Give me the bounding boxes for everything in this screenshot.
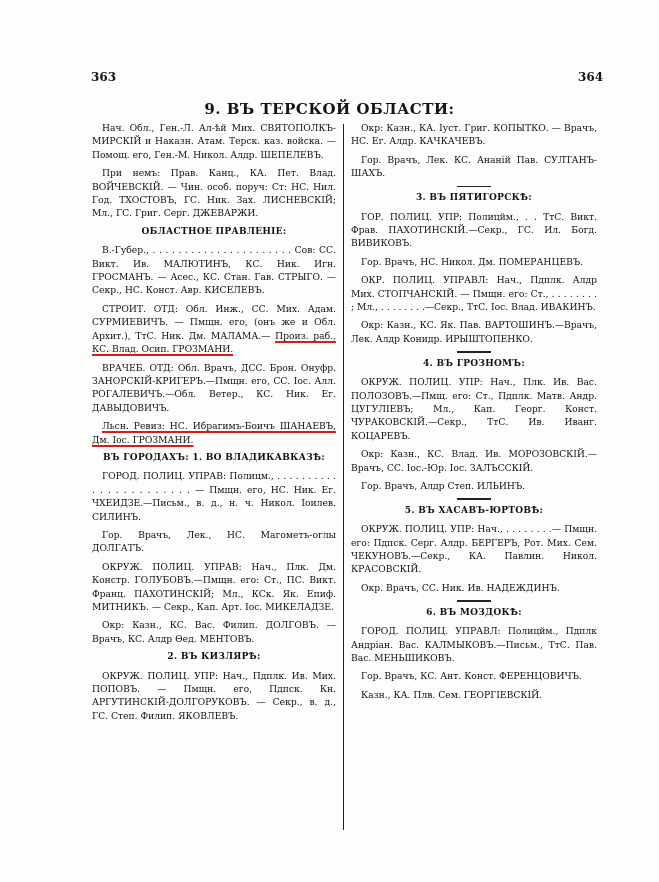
highlighted-forest-auditor: Льсн. Ревиз: НС. Ибрагимъ-Боичъ ШАНАЕВЪ, Дм. Іос. ГРОЗМАНИ. xyxy=(92,421,336,446)
entry-pyatigorsk-doctor: Гор. Врачъ, НС. Никол. Дм. ПОМЕРАНЦЕВЪ. xyxy=(361,256,584,268)
entry-khasavyurt-police: ОКРУЖ. ПОЛИЦ. УПР: Нач., . . . . . . . .— Пмщн. его: Пдпск. Серг. Алдр. БЕРГЕРЪ, Рот. Мих. Сем. ЧЕКУНОВЪ.—Секр., КА. Павлин. Никол. КРАСОВСКІЙ. xyxy=(351,524,597,576)
entry-pyatigorsk-police: ГОР. ПОЛИЦ. УПР: Полицйм., . . ТтС. Викт. Фрав. ПАХОТИНСКІЙ.—Секр., ГС. Ил. Богд. ВИВИКОВЪ. xyxy=(351,211,597,250)
entry-grozny-police: ОКРУЖ. ПОЛИЦ. УПР: Нач., Плк. Ив. Вас. ПОЛОЗОВЪ.—Пмщ. его: Ст., Пдплк. Матв. Андр. ЦУГУЛІЕВЪ; Мл., Кап. Георг. Конст. ЧУРАКОВСКІЙ.—Секр., ТтС. Ив. Иванг. КОЦАРЕВЪ. xyxy=(351,377,597,442)
entry-grozny-treasury: Окр: Казн., КС. Влад. Ив. МОРОЗОВСКІЙ.—Врачъ, СС. Іос.-Юр. Іос. ЗАЛЪССКІЙ. xyxy=(351,449,597,474)
heading-khasavyurt: 5. ВЪ ХАСАВЪ-ЮРТОВѢ: xyxy=(404,505,544,516)
highlighted-works-producer: Произ. раб., КС. Влад. Осип. ГРОЗМАНИ. xyxy=(92,330,336,356)
entry-city-doctor: Гор. Врачъ, Лек., НС. Магометъ-оглы ДОЛГАТЪ. xyxy=(92,529,336,555)
section-rule xyxy=(457,186,491,188)
column-divider xyxy=(343,124,344,830)
heading-kizlyar: 2. ВЪ КИЗЛЯРѢ: xyxy=(167,652,261,663)
heading-grozny: 4. ВЪ ГРОЗНОМЪ: xyxy=(423,358,525,369)
heading-regional-board: ОБЛАСТНОЕ ПРАВЛЕНІЕ: xyxy=(141,226,287,237)
section-rule xyxy=(457,498,491,500)
entry-chancellery: При немъ: Прав. Канц., КА. Пет. Влад. ВОЙЧЕВСКІЙ. — Чин. особ. поруч: Ст: НС. Нил. Год. ТХОСТОВЪ, ГС. Ник. Зах. ЛИСНЕВСКІЙ; Мл., ГС. Григ. Серг. ДЖЕВАРЖИ. xyxy=(92,168,336,220)
entry-pyatigorsk-district: ОКР. ПОЛИЦ. УПРАВЛ: Нач., Пдплк. Алдр Мих. СТОПЧАНСКІЙ. — Пмщн. его: Ст., . . . . . . . . ; Мл., . . . . . . . .—Секр., ТтС. Іос. Влад. ИВАКИНЪ. xyxy=(351,275,597,313)
page-number-right: 364 xyxy=(578,70,604,84)
entry-city-police: ГОРОД. ПОЛИЦ. УПРАВ: Полицм., . . . . . . . . . . . . . . . . . . . . . . . — Пмщн. его, НС. Ник. Ег. ЧХЕИДЗЕ.—Письм., в. д., н. ч. Никол. Іоилев. СИЛИНЪ. xyxy=(92,471,336,523)
entry-vice-governor: В.-Губер., . . . . . . . . . . . . . . . . . . . . . . Сов: СС. Викт. Ив. МАЛЮТИНЪ, КС. Ник. Игн. ГРОСМАНЪ. — Асес., КС. Стан. Гав. СТРЫГО. — Секр., НС. Конст. Авр. КИСЕЛЕВЪ. xyxy=(92,245,336,297)
left-column xyxy=(92,122,336,728)
right-column xyxy=(351,122,597,707)
page-number-left: 363 xyxy=(91,70,117,84)
construction-text: СТРОИТ. ОТД: Обл. Инж., СС. Мих. Адам. СУРМИЕВИЧЪ. — Пмщн. его, (онъ же и Обл. Архит.), ТтС. Ник. Дм. МАЛАМА.— xyxy=(92,303,336,342)
entry-district-treasury: Окр: Казн., КС. Вас. Филип. ДОЛГОВЪ. — Врачъ, КС. Алдр Ѳед. МЕНТОВЪ. xyxy=(92,620,336,645)
entry-kizlyar-treasury: Окр: Казн., КА. Іуст. Григ. КОПЫТКО. — Врачъ, НС. Ег. Алдр. КАЧКАЧЕВЪ. xyxy=(351,123,597,148)
entry-pyatigorsk-treasury: Окр: Казн., КС. Як. Пав. ВАРТОШИНЪ.—Врачъ, Лек. Алдр Конидр. ИРЫШТОПЕНКО. xyxy=(351,320,597,345)
heading-towns-vladikavkaz: ВЪ ГОРОДАХЪ: 1. ВО ВЛАДИКАВКАЗѢ: xyxy=(103,452,325,463)
heading-pyatigorsk: 3. ВЪ ПЯТИГОРСКѢ: xyxy=(415,193,533,204)
page-title: 9. ВЪ ТЕРСКОЙ ОБЛАСТИ: xyxy=(204,100,455,118)
entry-construction-dept xyxy=(92,303,336,357)
section-rule xyxy=(457,600,491,602)
entry-khasavyurt-doctor: Окр. Врачъ, СС. Ник. Ив. НАДЕЖДИНЪ. xyxy=(361,582,560,594)
entry-grozny-doctor: Гор. Врачъ, Алдр Степ. ИЛЬИНЪ. xyxy=(361,480,526,492)
entry-forest-auditor xyxy=(92,420,336,447)
entry-mozdok-police: ГОРОД. ПОЛИЦ. УПРАВЛ: Полицйм., Пдплк Андріан. Вас. КАЛМЫКОВЪ.—Письм., ТтС. Пав. Вас. МЕНЬШИКОВЪ. xyxy=(351,626,597,664)
entry-district-police: ОКРУЖ. ПОЛИЦ. УПРАВ: Нач., Плк. Дм. Констр. ГОЛУБОВЪ.—Пмщн. его: Ст., ПС. Викт. Франц. ПАХОТИНСКІЙ; Мл., КСк. Як. Епиф. МИТНИКЪ. — Секр., Кап. Арт. Іос. МИКЕЛАДЗЕ. xyxy=(92,561,336,613)
heading-mozdok: 6. ВЪ МОЗДОКѢ: xyxy=(426,607,522,618)
entry-kizlyar-police: ОКРУЖ. ПОЛИЦ. УПР: Нач., Пдплк. Ив. Мих. ПОПОВЪ. — Пмщн. его, Пдпск. Кн. АРГУТИНСКІЙ-ДОЛГОРУКОВЪ. — Секр., в. д., ГС. Степ. Филип. ЯКОВЛЕВЪ. xyxy=(92,670,336,722)
entry-mozdok-treasury: Казн., КА. Плв. Сем. ГЕОРГІЕВСКІЙ. xyxy=(361,689,543,701)
entry-medical-dept: ВРАЧЕБ. ОТД: Обл. Врачъ, ДСС. Брон. Онуфр. ЗАНОРСКІЙ-КРИГЕРЪ.—Пмщн. его, СС. Іос. Алл. РОГАЛЕВИЧЪ.—Обл. Ветер., КС. Ник. Ег. ДАВЫДОВИЧЪ. xyxy=(92,362,336,414)
section-rule xyxy=(457,351,491,353)
entry-kizlyar-doctor: Гор. Врачъ, Лек. КС. Ананій Пав. СУЛТАНЪ-ШАХЪ. xyxy=(351,154,597,180)
entry-mozdok-doctor: Гор. Врачъ, КС. Ант. Конст. ФЕРЕНЦОВИЧЪ. xyxy=(361,671,582,683)
entry-governor: Нач. Обл., Ген.-Л. Ал-ѣй Мих. СВЯТОПОЛКЪ-МИРСКІЙ и Наказн. Атам. Терск. каз. войска. — Помощ. его, Ген.-М. Никол. Алдр. ШЕПЕЛЕВЪ. xyxy=(92,123,336,161)
